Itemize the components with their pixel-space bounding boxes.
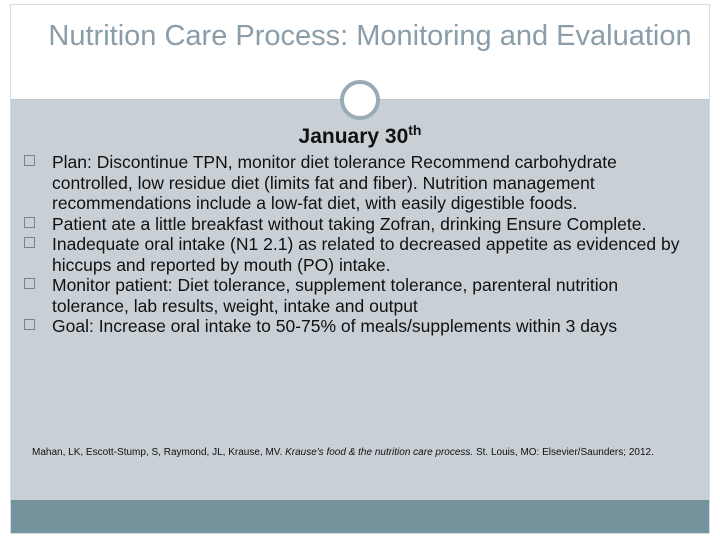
date-heading-text: January 30 bbox=[298, 125, 409, 148]
bullet-text: Patient ate a little breakfast without taking Zofran, drinking Ensure Complete. bbox=[52, 213, 647, 234]
bullet-text: Inadequate oral intake (N1 2.1) as related to decreased appetite as evidenced by hiccups and reported by mouth (PO) intake. bbox=[52, 234, 680, 275]
bullet-text: Plan: Discontinue TPN, monitor diet tolerance Recommend carbohydrate controlled, low residue diet (limits fat and fiber). Nutrition management recommendations include a low-fat diet, with easily digestible foods. bbox=[52, 152, 617, 213]
citation-authors: Mahan, LK, Escott-Stump, S, Raymond, JL, Krause, MV. bbox=[32, 447, 286, 458]
citation-publisher: St. Louis, MO: Elsevier/Saunders; 2012. bbox=[473, 447, 654, 458]
slide-title: Nutrition Care Process: Monitoring and Evaluation bbox=[48, 20, 692, 52]
slide-frame bbox=[10, 4, 710, 534]
citation-book-title: Krause's food & the nutrition care process. bbox=[285, 447, 474, 458]
bullet-text: Goal: Increase oral intake to 50-75% of meals/supplements within 3 days bbox=[52, 316, 618, 336]
date-heading-suffix: th bbox=[408, 122, 422, 138]
bullet-text: Monitor patient: Diet tolerance, supplement tolerance, parenteral nutrition tolerance, lab results, weight, intake and output bbox=[52, 275, 619, 316]
